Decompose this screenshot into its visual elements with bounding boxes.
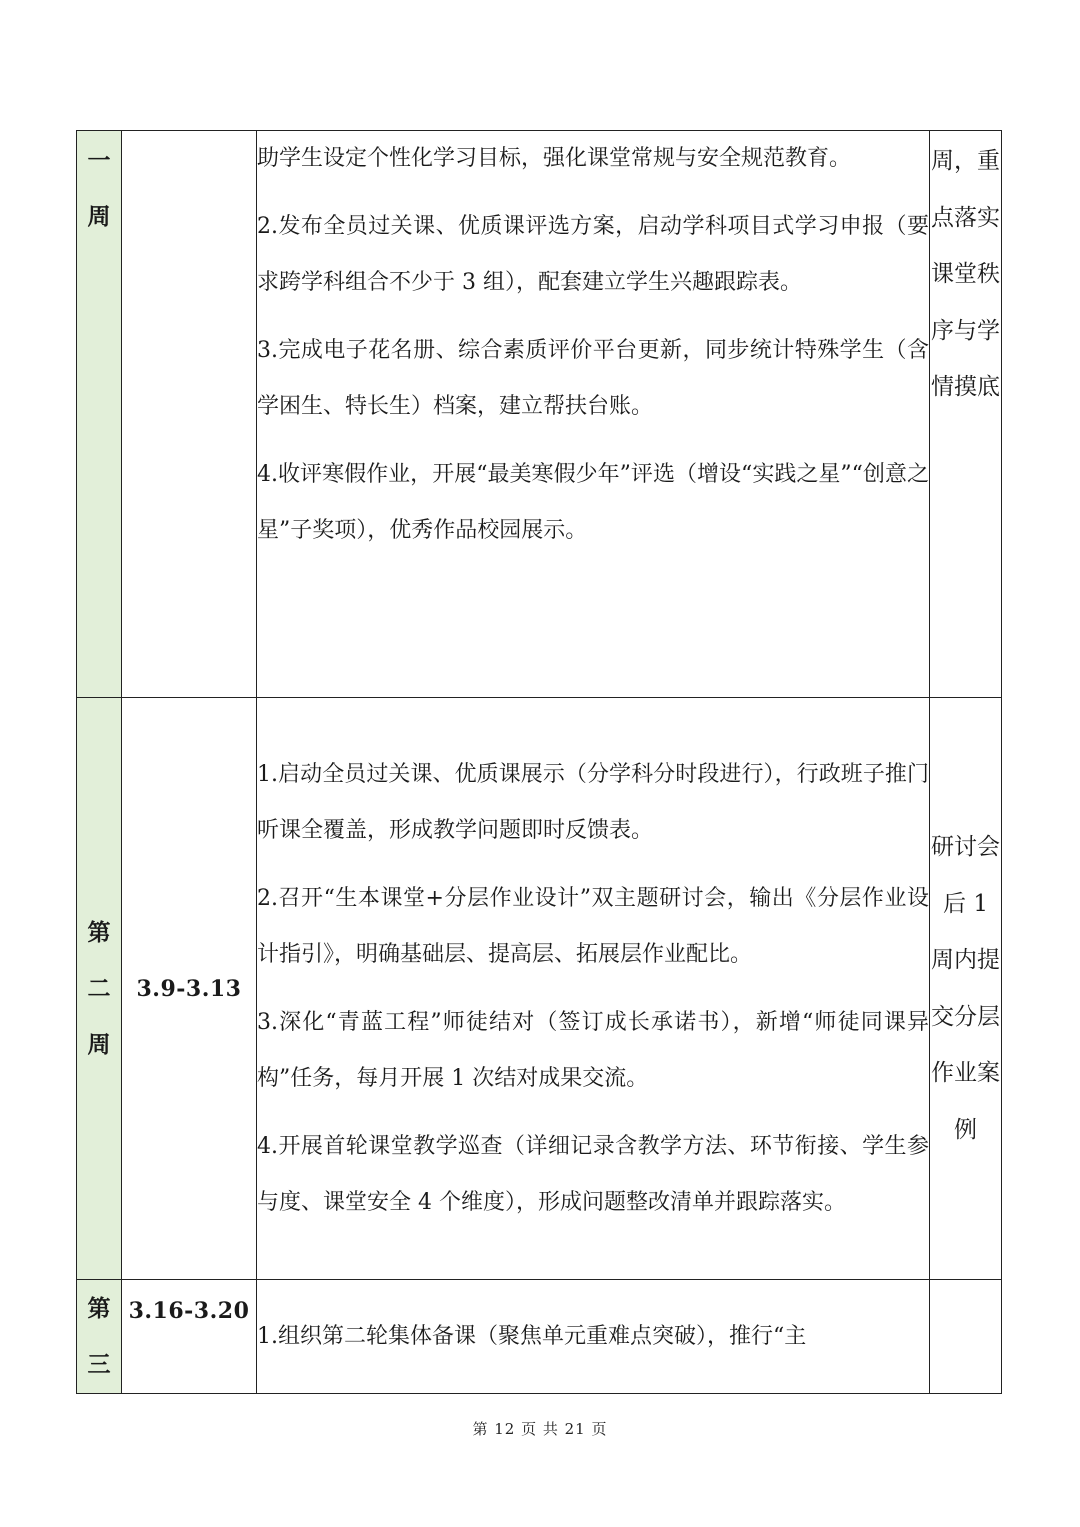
week-cell (77, 1280, 122, 1394)
table-row (77, 698, 1002, 1280)
week-cell (77, 698, 122, 1280)
task-item: 2.发布全员过关课、优质课评选方案，启动学科项目式学习申报（要求跨学科组合不少于 3 组），配套建立学生兴趣跟踪表。 (257, 214, 929, 295)
content-cell (257, 131, 930, 698)
table-row (77, 1280, 1002, 1394)
date-range: 3.9-3.13 (136, 975, 242, 1002)
page-footer: 第 12 页 共 21 页 (472, 1420, 608, 1438)
task-item: 2.召开“生本课堂+分层作业设计”双主题研讨会，输出《分层作业设计指引》，明确基础层、提高层、拓展层作业配比。 (257, 885, 929, 967)
note-cell (930, 698, 1002, 1280)
table-row (77, 131, 1002, 698)
content-cell (257, 698, 930, 1280)
week-cell (77, 131, 122, 698)
task-item: 4.开展首轮课堂教学巡查（详细记录含教学方法、环节衔接、学生参与度、课堂安全 4 个维度），形成问题整改清单并跟踪落实。 (257, 1133, 929, 1215)
week-label: 一周 (87, 147, 111, 230)
task-item: 3.完成电子花名册、综合素质评价平台更新，同步统计特殊学生（含学困生、特长生）档案，建立帮扶台账。 (257, 338, 929, 419)
note-text: 周，重点落实课堂秩序与学情摸底 (931, 148, 1000, 400)
note-text: 研讨会后 1 周内提交分层作业案例 (931, 834, 1000, 1143)
work-plan-table (76, 130, 1002, 1394)
task-item: 1.组织第二轮集体备课（聚焦单元重难点突破），推行“主 (257, 1323, 807, 1349)
date-range: 3.16-3.20 (128, 1298, 250, 1324)
date-cell (122, 698, 257, 1280)
date-cell (122, 131, 257, 698)
week-label: 第三 (87, 1294, 111, 1378)
note-cell (930, 1280, 1002, 1394)
content-cell (257, 1280, 930, 1394)
date-cell (122, 1280, 257, 1394)
week-label: 第二周 (87, 918, 111, 1058)
task-item: 4.收评寒假作业，开展“最美寒假少年”评选（增设“实践之星”“创意之星”子奖项），优秀作品校园展示。 (257, 462, 929, 543)
task-item: 助学生设定个性化学习目标，强化课堂常规与安全规范教育。 (257, 146, 852, 171)
task-item: 3.深化“青蓝工程”师徒结对（签订成长承诺书），新增“师徒同课异构”任务，每月开展 1 次结对成果交流。 (257, 1009, 929, 1091)
note-cell (930, 131, 1002, 698)
task-item: 1.启动全员过关课、优质课展示（分学科分时段进行），行政班子推门听课全覆盖，形成教学问题即时反馈表。 (257, 761, 929, 843)
